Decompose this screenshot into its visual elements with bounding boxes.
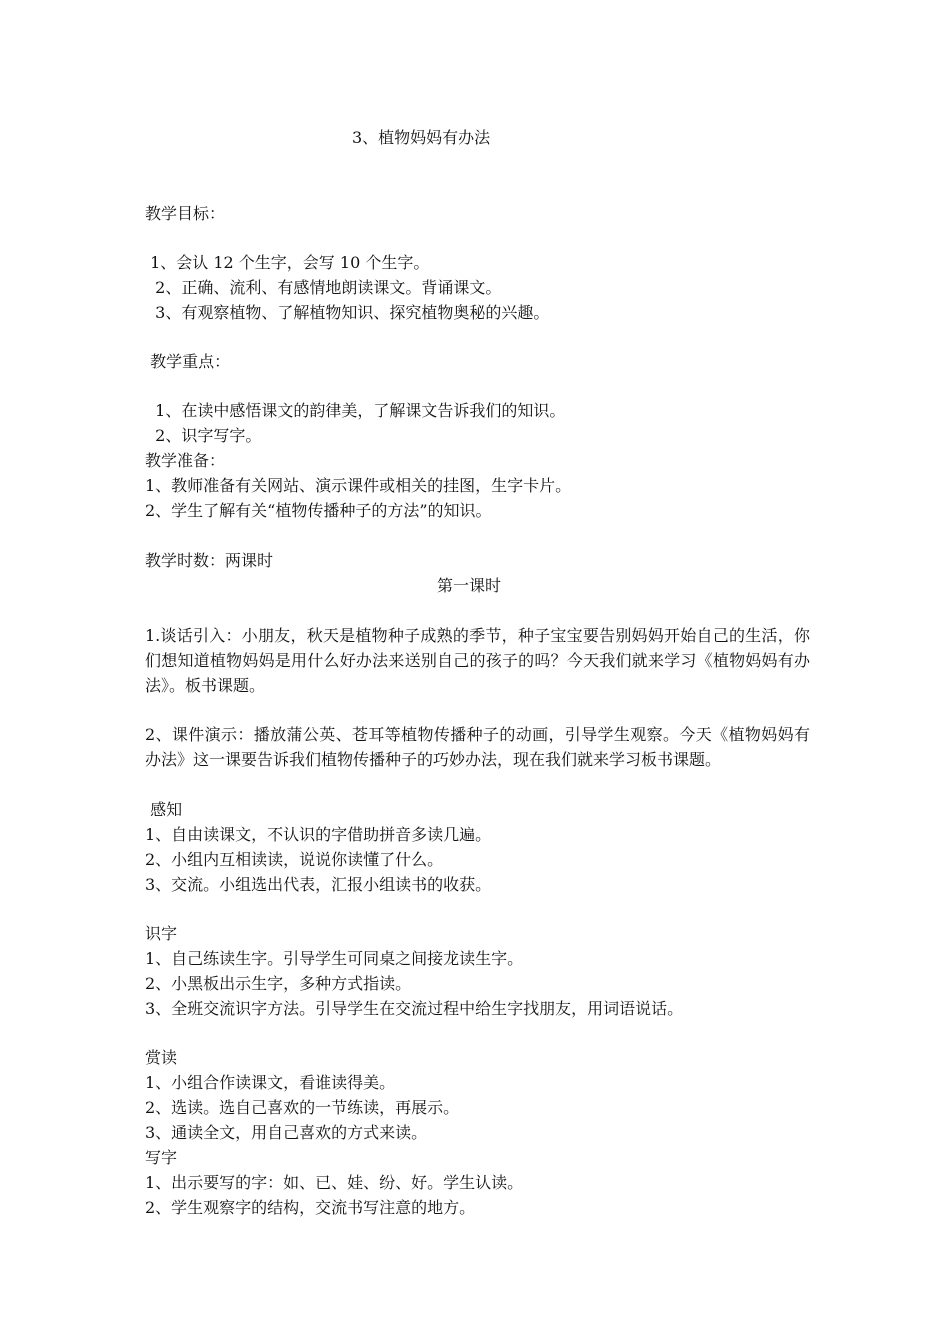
writing-item: 2、学生观察字的结构，交流书写注意的地方。 (145, 1198, 476, 1217)
preparation-item: 2、学生了解有关“植物传播种子的方法”的知识。 (145, 501, 492, 520)
key-point-item: 2、识字写字。 (145, 426, 262, 445)
teaching-hours: 教学时数：两课时 (145, 551, 274, 570)
literacy-item: 3、全班交流识字方法。引导学生在交流过程中给生字找朋友，用词语说话。 (145, 999, 684, 1018)
objective-item: 3、有观察植物、了解植物知识、探究植物奥秘的兴趣。 (145, 303, 550, 322)
page-title: 3、植物妈妈有办法 (352, 128, 491, 147)
key-point-item: 1、在读中感悟课文的韵律美，了解课文告诉我们的知识。 (145, 401, 566, 420)
objective-item: 1、会认 12 个生字，会写 10 个生字。 (145, 253, 430, 272)
writing-item: 1、出示要写的字：如、已、娃、纷、好。学生认读。 (145, 1173, 524, 1192)
preparation-item: 1、教师准备有关网站、演示课件或相关的挂图，生字卡片。 (145, 476, 572, 495)
key-points-heading: 教学重点： (145, 352, 231, 371)
intro-paragraph: 1.谈话引入：小朋友，秋天是植物种子成熟的季节，种子宝宝要告别妈妈开始自己的生活，你们想知道植物妈妈是用什么好办法来送别自己的孩子的吗？今天我们就来学习《植物妈妈有办法》。板书课题。 (145, 626, 810, 695)
perception-item: 2、小组内互相读读，说说你读懂了什么。 (145, 850, 444, 869)
courseware-paragraph: 2、课件演示：播放蒲公英、苍耳等植物传播种子的动画，引导学生观察。今天《植物妈妈有办法》这一课要告诉我们植物传播种子的巧妙办法，现在我们就来学习板书课题。 (145, 725, 810, 769)
preparation-heading: 教学准备： (145, 451, 226, 470)
writing-heading: 写字 (145, 1148, 178, 1167)
literacy-heading: 识字 (145, 924, 178, 943)
literacy-item: 2、小黑板出示生字，多种方式指读。 (145, 974, 412, 993)
objectives-heading: 教学目标： (145, 204, 226, 223)
appreciation-heading: 赏读 (145, 1048, 178, 1067)
appreciation-item: 1、小组合作读课文，看谁读得美。 (145, 1073, 396, 1092)
appreciation-item: 3、通读全文，用自己喜欢的方式来读。 (145, 1123, 428, 1142)
objective-item: 2、正确、流利、有感情地朗读课文。背诵课文。 (145, 278, 502, 297)
perception-item: 3、交流。小组选出代表，汇报小组读书的收获。 (145, 875, 492, 894)
perception-heading: 感知 (145, 800, 183, 819)
lesson-one-heading: 第一课时 (437, 576, 502, 595)
appreciation-item: 2、选读。选自己喜欢的一节练读，再展示。 (145, 1098, 460, 1117)
literacy-item: 1、自己练读生字。引导学生可同桌之间接龙读生字。 (145, 949, 524, 968)
perception-item: 1、自由读课文，不认识的字借助拼音多读几遍。 (145, 825, 492, 844)
